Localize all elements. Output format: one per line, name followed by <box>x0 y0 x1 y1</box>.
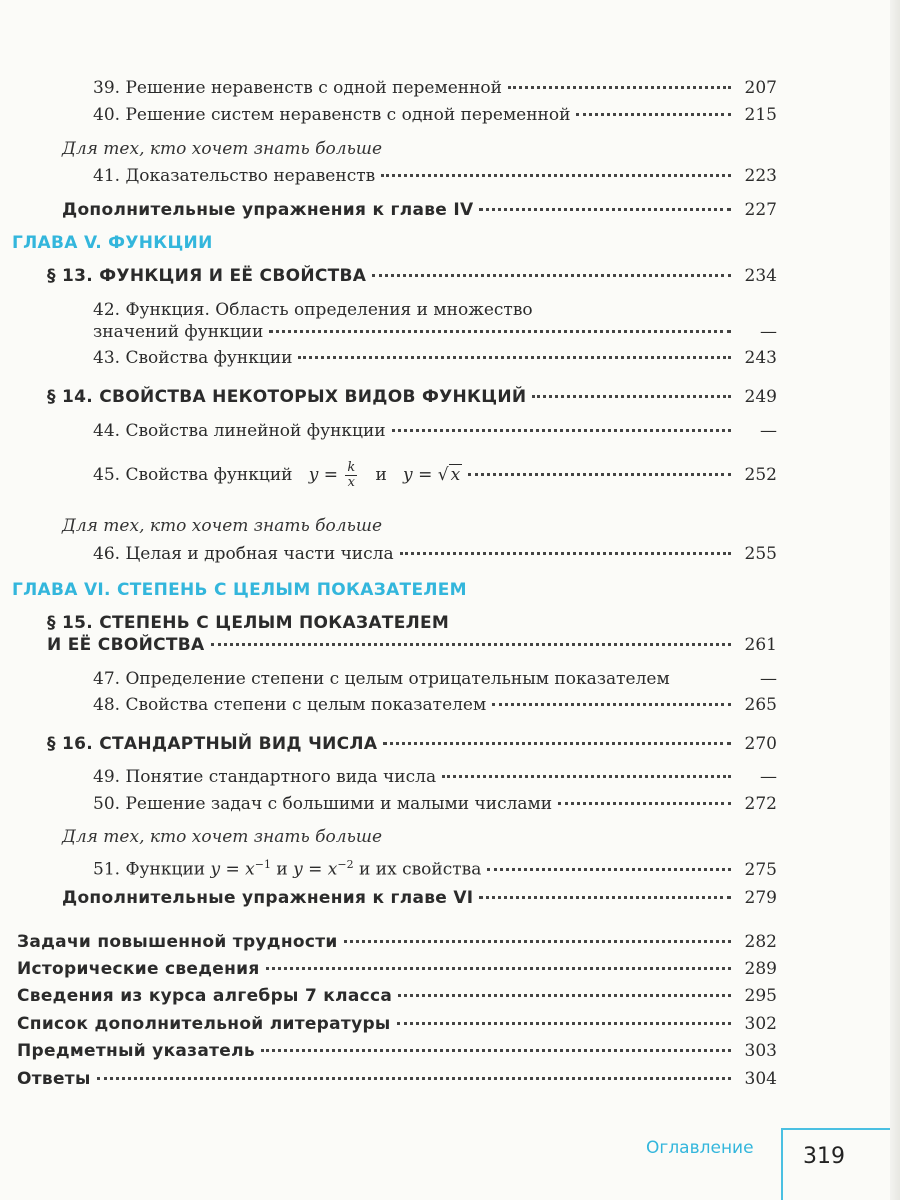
toc-entry-title: Дополнительные упражнения к главе VI <box>62 888 474 908</box>
fraction-denominator: x <box>347 475 355 490</box>
section-title: И ЕЁ СВОЙСТВА <box>47 635 205 655</box>
toc-page-number: 272 <box>744 794 777 814</box>
section-title: § 14. СВОЙСТВА НЕКОТОРЫХ ВИДОВ ФУНКЦИЙ <box>47 387 527 407</box>
toc-entry-title: 47. Определение степени с целым отрицательным показателем <box>93 669 670 689</box>
toc-page-number: 227 <box>744 200 777 220</box>
toc-entry-title: 40. <box>93 105 121 125</box>
toc-page-number: 275 <box>744 859 777 880</box>
toc-page-number: 265 <box>744 695 777 715</box>
section-16[interactable] <box>47 733 777 755</box>
page-edge-shadow <box>890 0 900 1200</box>
toc-page-number: 304 <box>744 1069 777 1089</box>
toc-page-number: 279 <box>744 888 777 908</box>
dot-leader <box>442 775 731 778</box>
toc-extra-exercises-6[interactable] <box>62 887 777 909</box>
dot-leader <box>479 208 731 211</box>
toc-entry-text: и их свойства <box>359 859 482 880</box>
dot-leader <box>398 994 731 997</box>
toc-entry-title: Сведения из курса алгебры 7 класса <box>17 986 393 1006</box>
toc-page-number: 234 <box>744 266 777 286</box>
toc-entry-51[interactable] <box>93 854 777 881</box>
toc-page-number: — <box>760 767 777 787</box>
toc-entry-title <box>93 461 462 490</box>
conjunction: и <box>375 465 387 485</box>
toc-back-matter-item[interactable] <box>17 1040 777 1062</box>
sqrt-argument: x <box>450 465 461 485</box>
dot-leader <box>211 643 732 646</box>
toc-page-number: 249 <box>744 387 777 407</box>
toc-entry-40[interactable] <box>93 104 777 126</box>
toc-page-number: 303 <box>744 1041 777 1061</box>
toc-entry-title: 39. <box>93 78 121 98</box>
sqrt-sign-icon: √ <box>437 465 449 485</box>
advanced-note: Для тех, кто хочет знать больше <box>62 516 383 536</box>
toc-entry-title <box>93 854 481 881</box>
toc-page-number: — <box>760 421 777 441</box>
toc-entry-title: Дополнительные упражнения к главе IV <box>62 200 474 220</box>
toc-page-number: 223 <box>744 166 777 186</box>
toc-entry-44[interactable] <box>93 420 777 442</box>
section-13[interactable] <box>47 265 777 287</box>
toc-entry-49[interactable] <box>93 766 777 788</box>
toc-back-matter-item[interactable] <box>17 985 777 1007</box>
toc-entry-46[interactable] <box>93 543 777 565</box>
section-15-line1[interactable]: § 15. СТЕПЕНЬ С ЦЕЛЫМ ПОКАЗАТЕЛЕМ <box>47 613 450 633</box>
toc-page-number: 302 <box>744 1014 777 1034</box>
page-number: 319 <box>803 1144 845 1169</box>
formula-power-neg2: y = x <box>293 859 338 880</box>
dot-leader <box>344 940 731 943</box>
dot-leader <box>392 429 731 432</box>
dot-leader <box>298 356 731 359</box>
toc-back-matter-item[interactable] <box>17 958 777 980</box>
toc-entry-41[interactable] <box>93 165 777 187</box>
toc-page-number: 255 <box>744 544 777 564</box>
dot-leader <box>397 1022 731 1025</box>
toc-entry-title: Решение систем неравенств с одной переменной <box>125 105 571 125</box>
toc-entry-title: Исторические сведения <box>17 959 260 979</box>
fraction-numerator: k <box>347 461 356 475</box>
formula-power-neg1: y = x <box>210 859 255 880</box>
chapter-5-heading[interactable]: ГЛАВА V. ФУНКЦИИ <box>12 233 213 253</box>
toc-page-number: — <box>760 322 777 342</box>
toc-page-number: 252 <box>744 465 777 485</box>
dot-leader <box>269 330 731 333</box>
advanced-note: Для тех, кто хочет знать больше <box>62 827 383 847</box>
advanced-note: Для тех, кто хочет знать больше <box>62 139 383 159</box>
toc-entry-text: 51. Функции <box>93 859 206 880</box>
dot-leader <box>381 174 731 177</box>
toc-entry-45[interactable] <box>93 461 777 490</box>
toc-page-number: 295 <box>744 986 777 1006</box>
toc-back-matter-item[interactable] <box>17 1068 777 1090</box>
toc-entry-title: значений функции <box>93 322 264 342</box>
toc-page-number: — <box>760 669 777 689</box>
toc-entry-title: Список дополнительной литературы <box>17 1014 391 1034</box>
toc-back-matter-item[interactable] <box>17 1013 777 1035</box>
toc-entry-title: Задачи повышенной трудности <box>17 932 338 952</box>
dot-leader <box>468 473 731 476</box>
toc-entry-title: Предметный указатель <box>17 1041 255 1061</box>
dot-leader <box>372 274 731 277</box>
toc-entry-title: 50. Решение задач с большими и малыми числами <box>93 794 553 814</box>
toc-page-number: 207 <box>744 78 777 98</box>
dot-leader <box>487 868 731 871</box>
toc-entry-title: 46. Целая и дробная части числа <box>93 544 394 564</box>
dot-leader <box>261 1049 731 1052</box>
toc-page-number: 243 <box>744 348 777 368</box>
toc-entry-title: 48. Свойства степени с целым показателем <box>93 695 487 715</box>
section-title: § 13. ФУНКЦИЯ И ЕЁ СВОЙСТВА <box>47 266 367 286</box>
dot-leader <box>508 86 731 89</box>
toc-page-number: 289 <box>744 959 777 979</box>
formula-y-2: y <box>403 465 413 485</box>
dot-leader <box>400 552 731 555</box>
chapter-6-heading[interactable]: ГЛАВА VI. СТЕПЕНЬ С ЦЕЛЫМ ПОКАЗАТЕЛЕМ <box>12 580 467 600</box>
dot-leader <box>479 896 731 899</box>
toc-entry-title: 49. Понятие стандартного вида числа <box>93 767 437 787</box>
toc-entry-42[interactable] <box>93 321 777 343</box>
dot-leader <box>383 742 731 745</box>
toc-entry-title: Доказательство неравенств <box>125 166 376 186</box>
toc-entry-43[interactable] <box>93 347 777 369</box>
toc-back-matter-item[interactable] <box>17 931 777 953</box>
page-number-box <box>781 1128 893 1200</box>
section-title: § 16. СТАНДАРТНЫЙ ВИД ЧИСЛА <box>47 734 378 754</box>
running-footer-label: Оглавление <box>646 1138 754 1158</box>
toc-entry-title: Решение неравенств с одной переменной <box>125 78 502 98</box>
toc-entry-title: 41. <box>93 166 121 186</box>
toc-entry-title: 43. Свойства функции <box>93 348 293 368</box>
exponent: −1 <box>254 858 271 871</box>
formula-eq-2: = <box>418 465 433 485</box>
toc-entry-42-line1[interactable]: 42. Функция. Область определения и множество <box>93 300 533 320</box>
toc-page-number: 282 <box>744 932 777 952</box>
toc-entry-title: Ответы <box>17 1069 91 1089</box>
dot-leader <box>492 703 731 706</box>
formula-y: y <box>308 465 319 485</box>
formula-eq: = <box>323 465 338 485</box>
dot-leader <box>558 802 731 805</box>
dot-leader <box>532 395 731 398</box>
toc-page-number: 270 <box>744 734 777 754</box>
toc-entry-47[interactable] <box>93 668 777 690</box>
toc-entry-title: 44. Свойства линейной функции <box>93 421 386 441</box>
toc-page-number: 261 <box>744 635 777 655</box>
section-14[interactable] <box>47 386 777 408</box>
toc-extra-exercises-4[interactable] <box>62 199 777 221</box>
toc-page-number: 215 <box>744 105 777 125</box>
toc-entry-48[interactable] <box>93 694 777 716</box>
dot-leader <box>266 967 731 970</box>
toc-entry-text: 45. Свойства функций <box>93 465 293 485</box>
exponent: −2 <box>337 858 354 871</box>
dot-leader <box>576 113 731 116</box>
dot-leader <box>97 1077 731 1080</box>
toc-entry-39[interactable] <box>93 77 777 99</box>
conjunction: и <box>276 859 288 880</box>
toc-entry-50[interactable] <box>93 793 777 815</box>
section-15[interactable] <box>47 634 777 656</box>
fraction-k-over-x <box>345 461 357 490</box>
